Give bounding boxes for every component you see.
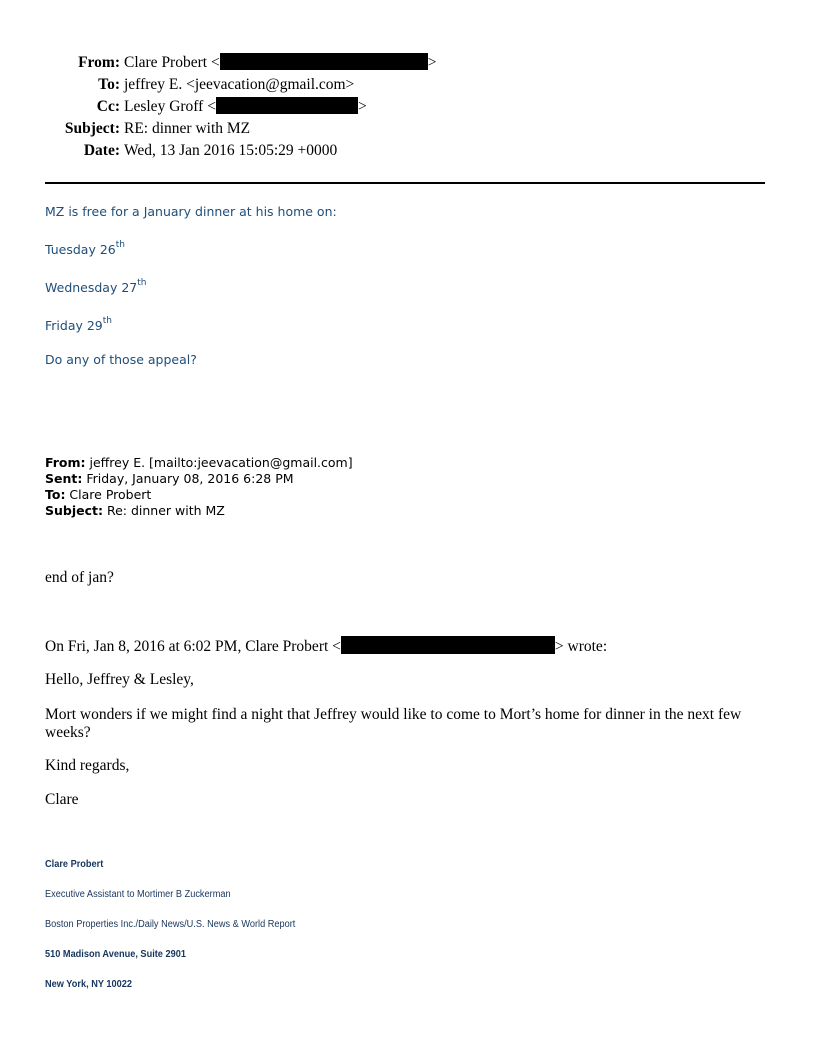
cc-close: > xyxy=(357,98,367,115)
signature-title: Executive Assistant to Mortimer B Zuckerman xyxy=(45,889,231,900)
from-name: Clare Probert < xyxy=(124,54,220,71)
reply-intro: MZ is free for a January dinner at his home on: xyxy=(45,204,337,219)
reply-date-2 xyxy=(45,280,146,295)
fwd-sent-label: Sent: xyxy=(45,471,83,486)
header-date-value: Wed, 13 Jan 2016 15:05:29 +0000 xyxy=(124,142,338,159)
header-subject-label: Subject: xyxy=(64,120,120,137)
redaction-box xyxy=(220,53,428,70)
fwd-from-label: From: xyxy=(45,455,86,470)
forwarded-header xyxy=(45,455,353,519)
header-date-row xyxy=(0,140,816,162)
reply-question: Do any of those appeal? xyxy=(45,352,197,367)
end-of-jan-text: end of jan? xyxy=(45,569,114,586)
fwd-subject-label: Subject: xyxy=(45,503,103,518)
header-divider xyxy=(45,182,765,184)
cc-name: Lesley Groff < xyxy=(124,98,216,115)
reply-date-1 xyxy=(45,242,125,257)
closing: Kind regards, xyxy=(45,757,130,774)
greeting: Hello, Jeffrey & Lesley, xyxy=(45,671,194,688)
header-from-row xyxy=(0,52,816,74)
redaction-box xyxy=(341,636,555,654)
fwd-to-value: Clare Probert xyxy=(65,487,152,502)
date-text: Wednesday 27 xyxy=(45,280,138,295)
fwd-sent-value: Friday, January 08, 2016 6:28 PM xyxy=(82,471,294,486)
fwd-to-label: To: xyxy=(45,487,66,502)
header-cc-row xyxy=(0,96,816,118)
ordinal-suffix: th xyxy=(102,316,112,326)
redaction-box xyxy=(216,97,358,114)
header-from-value xyxy=(124,52,436,74)
fwd-from-value: jeffrey E. [mailto:jeevacation@gmail.com] xyxy=(85,455,353,470)
date-text: Friday 29 xyxy=(45,318,103,333)
sender-name: Clare xyxy=(45,791,79,808)
fwd-from-row xyxy=(45,455,353,471)
quote-intro-start: On Fri, Jan 8, 2016 at 6:02 PM, Clare Probert < xyxy=(45,638,341,655)
message-body: Mort wonders if we might find a night that Jeffrey would like to come to Mort’s home for dinner in the next few weeks? xyxy=(45,706,742,741)
header-to-row xyxy=(0,74,816,96)
from-close: > xyxy=(427,54,437,71)
header-cc-label: Cc: xyxy=(96,98,120,115)
ordinal-suffix: th xyxy=(137,278,147,288)
signature-name: Clare Probert xyxy=(45,859,104,870)
header-to-label: To: xyxy=(98,76,120,93)
quote-intro xyxy=(45,636,770,656)
fwd-subject-value: Re: dinner with MZ xyxy=(103,503,225,518)
header-cc-value xyxy=(124,96,367,118)
header-date-label: Date: xyxy=(83,142,120,159)
signature-address-1: 510 Madison Avenue, Suite 2901 xyxy=(45,949,186,960)
fwd-to-row xyxy=(45,487,353,503)
date-text: Tuesday 26 xyxy=(45,242,116,257)
signature-address-2: New York, NY 10022 xyxy=(45,979,132,990)
header-subject-value: RE: dinner with MZ xyxy=(124,120,251,137)
header-to-value: jeffrey E. <jeevacation@gmail.com> xyxy=(124,76,355,93)
header-subject-row xyxy=(0,118,816,140)
signature-company: Boston Properties Inc./Daily News/U.S. News & World Report xyxy=(45,919,296,930)
quote-intro-end: > wrote: xyxy=(554,638,608,655)
reply-date-3 xyxy=(45,318,112,333)
fwd-subject-row xyxy=(45,503,353,519)
ordinal-suffix: th xyxy=(115,240,125,250)
fwd-sent-row xyxy=(45,471,353,487)
header-from-label: From: xyxy=(78,54,120,71)
